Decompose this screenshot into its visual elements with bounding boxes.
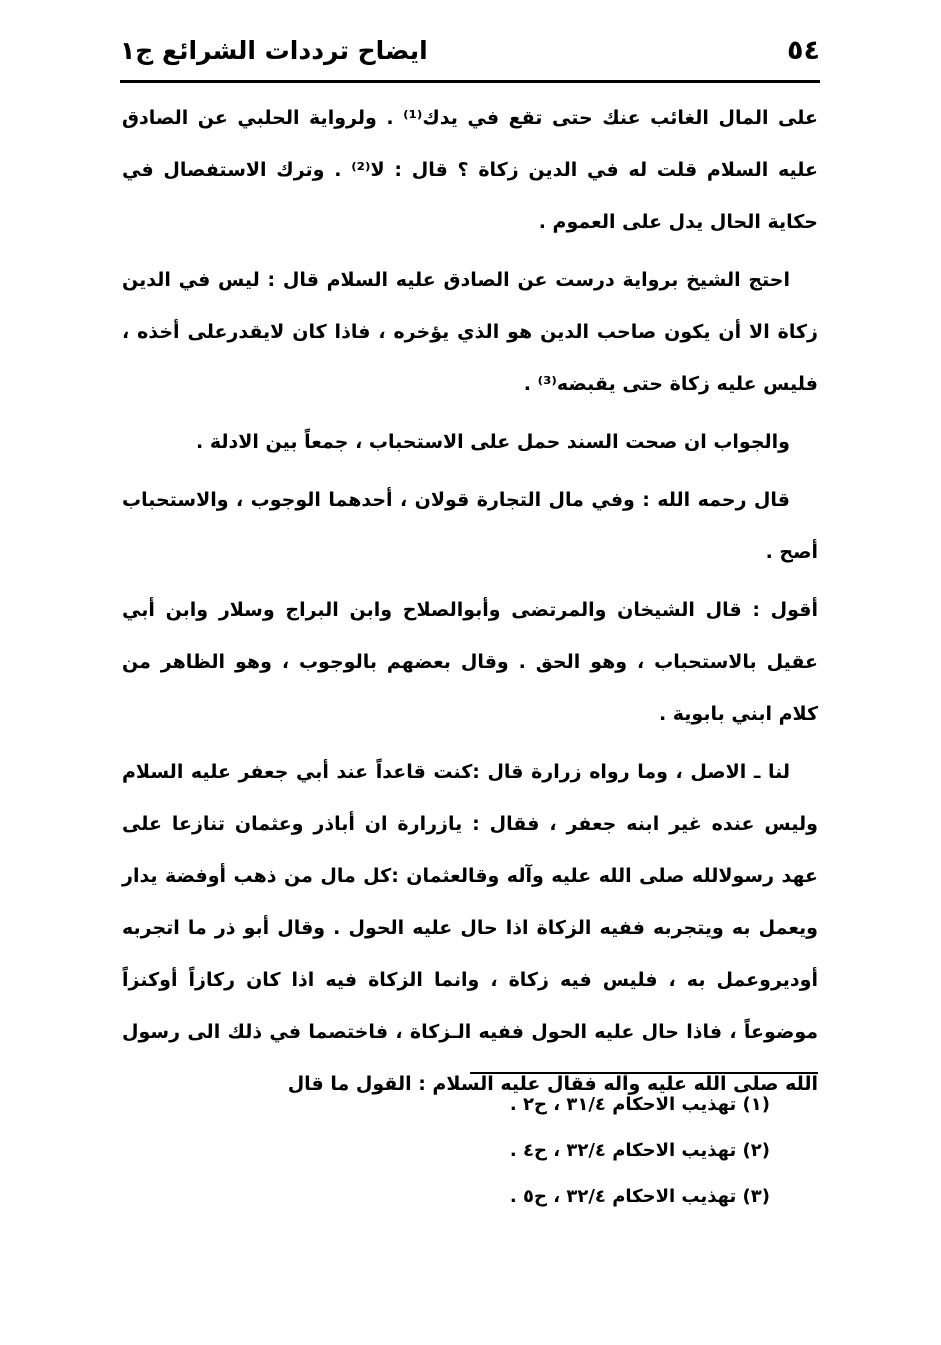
page-number: ٥٤ (787, 34, 820, 66)
paragraph: أقول : قال الشيخان والمرتضى وأبوالصلاح وابن البراج وسلار وابن أبي عقيل بالاستحباب ، وهو الحق . وقال بعضهم بالوجوب ، وهو الظاهر من كلام ابني بابوية . (122, 599, 818, 725)
header-divider (120, 80, 820, 83)
main-text (122, 92, 818, 1116)
page-header (120, 28, 820, 72)
running-title: ايضاح ترددات الشرائع ج١ (120, 35, 428, 65)
paragraph: والجواب ان صحت السند حمل على الاستحباب ، جمعاً بين الادلة . (196, 431, 790, 453)
paragraph: لنا ـ الاصل ، وما رواه زرارة قال :كنت قاعداً عند أبي جعفر عليه السلام وليس عنده غير ابنه جعفر ، فقال : يازرارة ان أباذر وعثمان تنازعا على عهد رسولالله صلى الله عليه وآله وقالعثمان :كل مال من ذهب أوفضة يدار ويعمل به ويتجربه ففيه الزكاة اذا حال عليه الحول . وقال أبو ذر ما اتجربه أوديروعمل به ، فليس فيه زكاة ، وانما الزكاة فيه اذا كان ركازاً أوكنزاً موضوعاً ، فاذا حال عليه الحول ففيه الـزكاة ، فاختصما في ذلك الى رسول الله صلى الله عليه وآله فقال عليه السلام : القول ما قال (122, 761, 818, 1095)
footnote: (٣) تهذيب الاحكام ٣٢/٤ ، ح٥ . (509, 1186, 770, 1207)
paragraph: احتج الشيخ برواية درست عن الصادق عليه السلام قال : ليس في الدين زكاة الا أن يكون صاحب الدين هو الذي يؤخره ، فاذا كان لايقدرعلى أخذه ، فليس عليه زكاة حتى يقبضه⁽³⁾ . (122, 269, 818, 395)
footnote: (١) تهذيب الاحكام ٣١/٤ ، ح٢ . (509, 1094, 770, 1115)
footnote: (٢) تهذيب الاحكام ٣٢/٤ ، ح٤ . (509, 1140, 770, 1161)
paragraph: على المال الغائب عنك حتى تقع في يدك⁽¹⁾ . ولرواية الحلبي عن الصادق عليه السلام قلت له في الدين زكاة ؟ قال : لا⁽²⁾ . وترك الاستفصال في حكاية الحال يدل على العموم . (122, 107, 819, 233)
footnote-divider (470, 1072, 818, 1074)
paragraph: قال رحمه الله : وفي مال التجارة قولان ، أحدهما الوجوب ، والاستحباب أصح . (122, 489, 818, 563)
footnotes (350, 1082, 770, 1220)
